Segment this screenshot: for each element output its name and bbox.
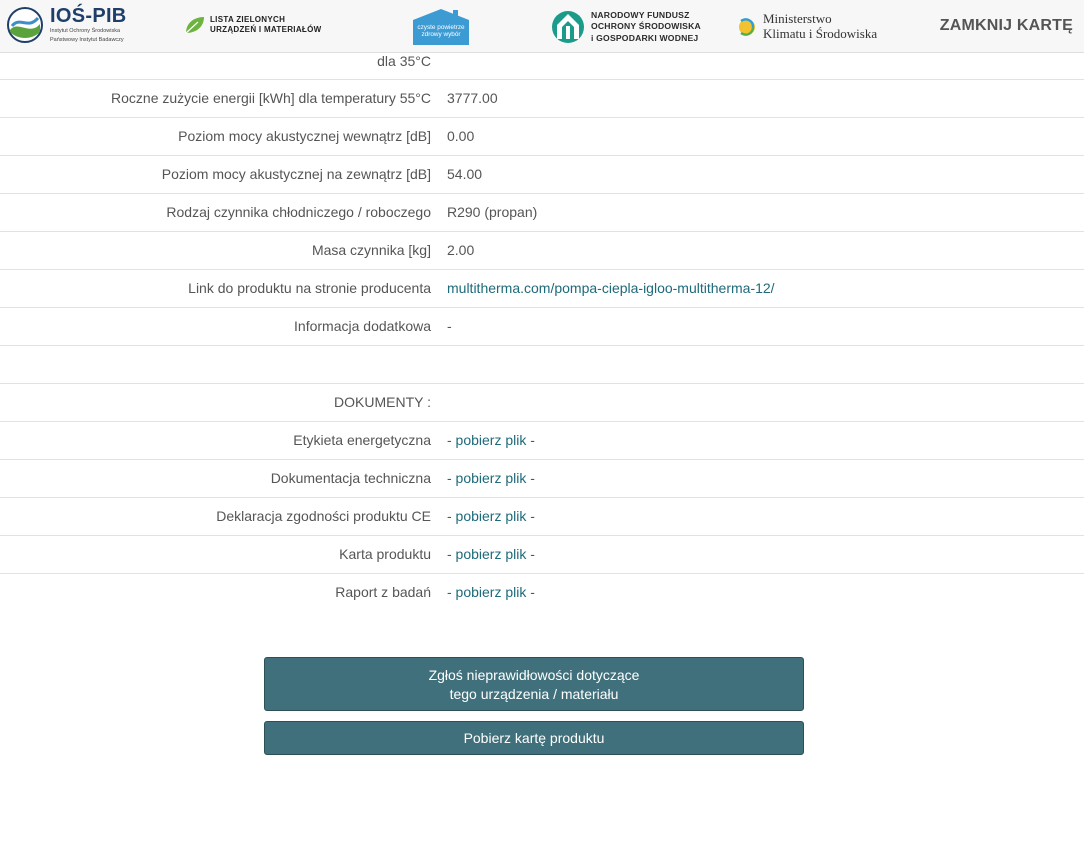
- ministry-line1: Ministerstwo: [763, 11, 832, 26]
- document-label: Etykieta energetyczna: [293, 432, 431, 448]
- download-file-link[interactable]: - pobierz plik -: [447, 508, 535, 524]
- report-issue-line1: Zgłoś nieprawidłowości dotyczące: [428, 667, 640, 683]
- row-value: R290 (propan): [447, 204, 538, 220]
- ios-pib-logo: [6, 6, 127, 44]
- lista-line2: URZĄDZEŃ I MATERIAŁÓW: [210, 25, 322, 35]
- table-row: [0, 118, 1084, 156]
- czyste-line1: czyste powietrze: [417, 24, 465, 31]
- row-label: Rodzaj czynnika chłodniczego / roboczego: [166, 204, 431, 220]
- row-value: 3777.00: [447, 90, 498, 106]
- nfosigw-emblem-icon: [551, 9, 585, 45]
- nfos-line3: i GOSPODARKI WODNEJ: [591, 32, 699, 43]
- download-product-card-button[interactable]: Pobierz kartę produktu: [264, 721, 804, 755]
- table-row: [0, 308, 1084, 346]
- table-row: [0, 270, 1084, 308]
- czyste-line2: zdrowy wybór: [421, 31, 461, 39]
- row-label: Link do produktu na stronie producenta: [188, 280, 431, 296]
- row-label: Masa czynnika [kg]: [311, 242, 431, 258]
- document-row: [0, 536, 1084, 574]
- row-label: Informacja dodatkowa: [294, 318, 431, 334]
- lista-line1: LISTA ZIELONYCH: [210, 15, 286, 24]
- header-bar: [0, 0, 1084, 53]
- spacer-row: [0, 346, 1084, 384]
- table-row: [0, 232, 1084, 270]
- document-label: Deklaracja zgodności produktu CE: [216, 508, 431, 524]
- table-row: [0, 156, 1084, 194]
- table-row: [0, 80, 1084, 118]
- row-value: -: [447, 318, 452, 334]
- row-label: dla 35°C: [377, 53, 431, 69]
- ministry-line2: Klimatu i Środowiska: [763, 25, 878, 41]
- document-row: [0, 498, 1084, 536]
- row-value: 0.00: [447, 128, 475, 144]
- row-label: Roczne zużycie energii [kWh] dla temperatury 55°C: [111, 90, 431, 106]
- manufacturer-link[interactable]: multitherma.com/pompa-ciepla-igloo-multitherma-12/: [447, 280, 775, 296]
- download-file-link[interactable]: - pobierz plik -: [447, 432, 535, 448]
- document-row: [0, 574, 1084, 611]
- ministry-emblem-icon: [737, 13, 757, 41]
- download-file-link[interactable]: - pobierz plik -: [447, 584, 535, 600]
- document-label: Dokumentacja techniczna: [270, 470, 431, 486]
- ios-pib-name: IOŚ-PIB: [50, 5, 127, 28]
- row-label: Poziom mocy akustycznej wewnątrz [dB]: [178, 128, 431, 144]
- ministry-logo: [737, 12, 877, 42]
- row-value: 2.00: [447, 242, 475, 258]
- leaf-icon: [184, 15, 206, 35]
- documents-heading-row: [0, 384, 1084, 422]
- report-issue-line2: tego urządzenia / materiału: [449, 686, 619, 702]
- nfos-line1: NARODOWY FUNDUSZ: [591, 9, 690, 20]
- product-details-table: [0, 43, 1084, 611]
- close-card-button[interactable]: ZAMKNIJ KARTĘ: [939, 17, 1073, 34]
- lista-zielonych-logo: [184, 15, 321, 36]
- download-file-link[interactable]: - pobierz plik -: [447, 470, 535, 486]
- report-issue-button[interactable]: [264, 657, 804, 711]
- document-label: Raport z badań: [335, 584, 431, 600]
- ios-pib-emblem-icon: [6, 6, 44, 44]
- row-value: 54.00: [447, 166, 483, 182]
- download-file-link[interactable]: - pobierz plik -: [447, 546, 535, 562]
- document-row: [0, 422, 1084, 460]
- table-row: [0, 194, 1084, 232]
- nfos-line2: OCHRONY ŚRODOWISKA: [591, 21, 701, 32]
- document-row: [0, 460, 1084, 498]
- nfosigw-logo: [551, 9, 701, 45]
- row-label: Poziom mocy akustycznej na zewnątrz [dB]: [161, 166, 431, 182]
- document-label: Karta produktu: [339, 546, 431, 562]
- czyste-powietrze-logo: [413, 8, 469, 46]
- ios-pib-line2: Państwowy Instytut Badawczy: [50, 37, 124, 43]
- ios-pib-line1: Instytut Ochrony Środowiska: [50, 28, 121, 35]
- documents-heading: DOKUMENTY :: [334, 394, 431, 410]
